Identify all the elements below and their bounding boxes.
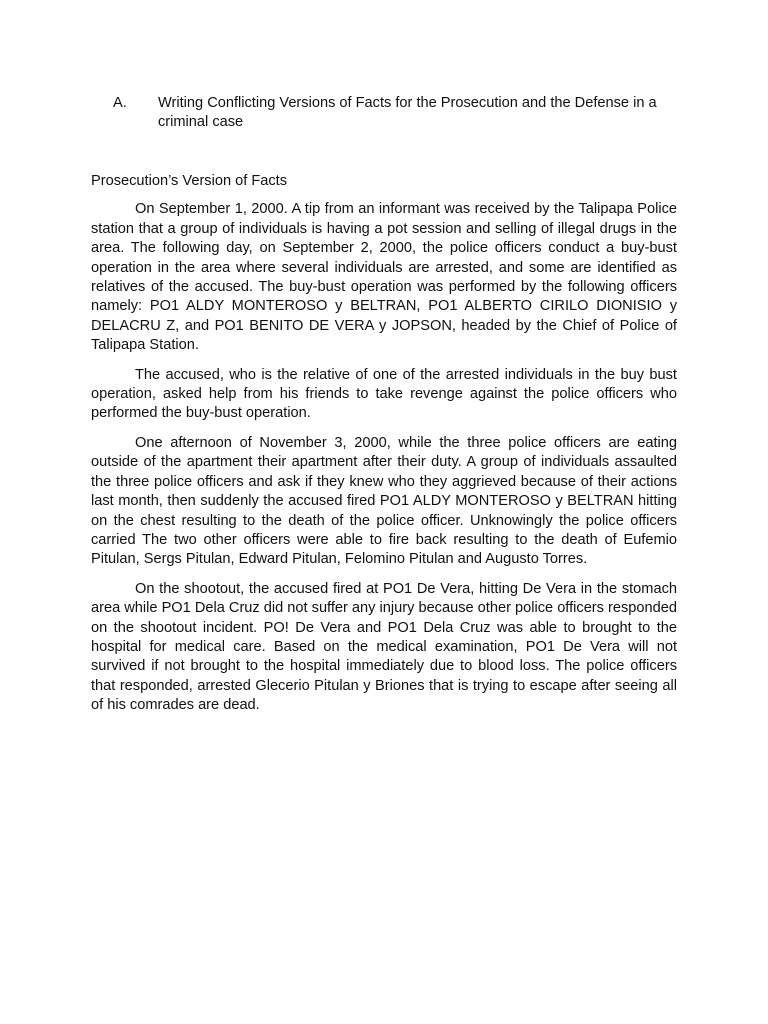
paragraph-4: On the shootout, the accused fired at PO1 De Vera, hitting De Vera in the stomach area while PO1 Dela Cruz did not suffer any injury because other police officers responded on the shootout incident. PO! De Vera and PO1 Dela Cruz was able to brought to the hospital for medical care. Based on the medical examination, PO1 De Vera will not survived if not brought to the hospital immediately due to blood loss. The police officers that responded, arrested Glecerio Pitulan y Briones that is trying to escape after seeing all of his comrades are dead. xyxy=(91,580,677,714)
heading-marker: A. xyxy=(113,95,127,111)
section-heading xyxy=(113,94,683,133)
paragraph-2: The accused, who is the relative of one of the arrested individuals in the buy bust operation, asked help from his friends to take revenge against the police officers who performed the buy-bust operation. xyxy=(91,366,677,422)
heading-text: Writing Conflicting Versions of Facts for the Prosecution and the Defense in a criminal case xyxy=(158,95,657,131)
section-title: Prosecution’s Version of Facts xyxy=(91,173,288,189)
paragraph-1: On September 1, 2000. A tip from an informant was received by the Talipapa Police station that a group of individuals is having a pot session and selling of illegal drugs in the area. The following day, on September 2, 2000, the police officers conduct a buy-bust operation in the area where several individuals are arrested, and some are identified as relatives of the accused. The buy-bust operation was performed by the following officers namely: PO1 ALDY MONTEROSO y BELTRAN, PO1 ALBERTO CIRILO DIONISIO y DELACRU Z, and PO1 BENITO DE VERA y JOPSON, headed by the Chief of Police of Talipapa Station. xyxy=(91,201,677,354)
document-body xyxy=(91,172,677,726)
paragraph-3: One afternoon of November 3, 2000, while the three police officers are eating outside of the apartment their apartment after their duty. A group of individuals assaulted the three police officers and ask if they knew who they aggrieved because of their actions last month, then suddenly the accused fired PO1 ALDY MONTEROSO y BELTRAN hitting on the chest resulting to the death of the police officer. Unknowingly the police officers carried The two other officers were able to fire back resulting to the death of Eufemio Pitulan, Sergs Pitulan, Edward Pitulan, Felomino Pitulan and Augusto Torres. xyxy=(91,434,677,568)
